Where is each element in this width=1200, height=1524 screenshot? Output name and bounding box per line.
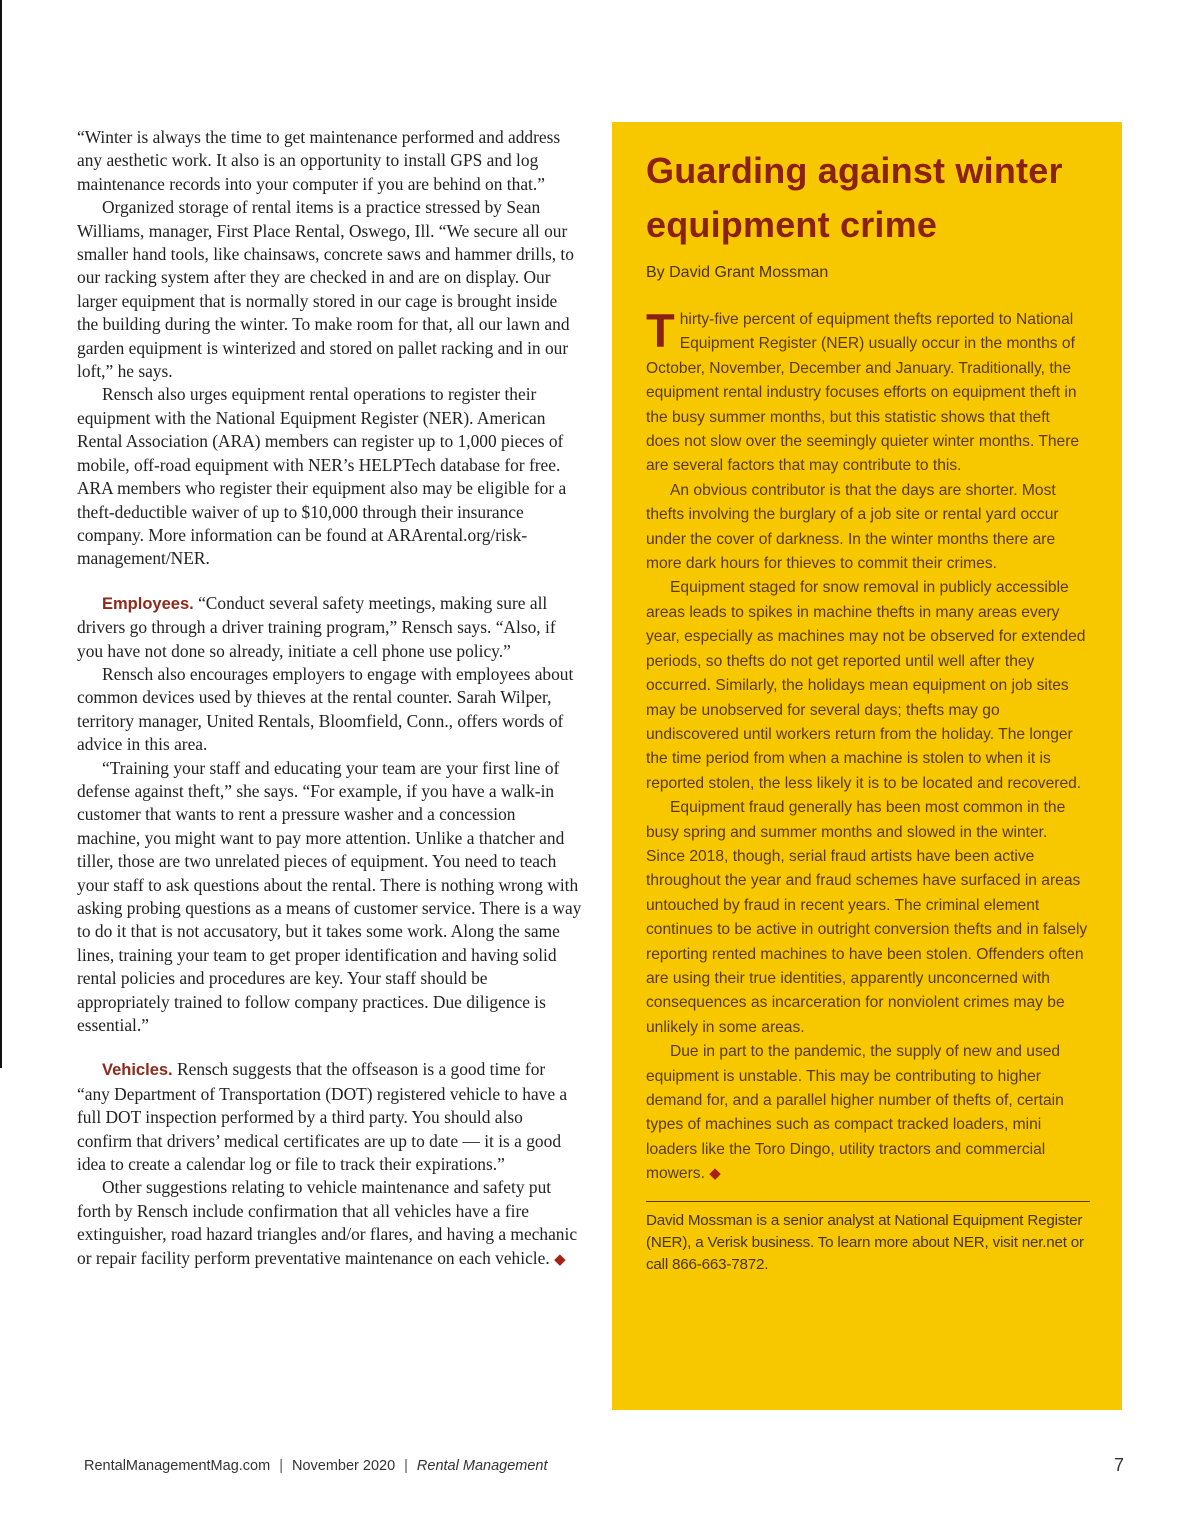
left-paragraph-2: Organized storage of rental items is a practice stressed by Sean Williams, manager, First Place Rental, Oswego, Ill. “We secure all our smaller hand tools, like chainsaws, concrete saws and hammer drills, to our racking system after they are checked in and are on display. Our larger equipment that is normally stored in our cage is brought inside the building during the winter. To make room for that, all our lawn and garden equipment is winterized and stored on pallet racking and in our loft,” he says. xyxy=(77,197,574,382)
left-paragraph-8 xyxy=(77,1176,582,1272)
bio-divider xyxy=(646,1201,1090,1202)
left-paragraph-employees xyxy=(77,592,582,663)
sidebar-box xyxy=(612,122,1122,1410)
sidebar-paragraph-1-text: hirty-five percent of equipment thefts reported to National Equipment Register (NER) usually occur in the months of October, November, December and January. Traditionally, the equipment rental industry focuses efforts on equipment theft in the busy summer months, but this statistic shows that theft does not slow over the seemingly quieter winter months. There are several factors that may contribute to this. xyxy=(646,311,1080,475)
sidebar-body xyxy=(646,304,1088,1187)
page-number: 7 xyxy=(1113,1455,1124,1475)
sidebar-paragraph-5-text: Due in part to the pandemic, the supply of new and used equipment is unstable. This may be contributing to higher demand for, and a parallel higher number of thefts of, certain types of machines such as compact tracked loaders, mini loaders like the Toro Dingo, utility tractors and commercial mowers. xyxy=(646,1043,1064,1183)
employees-subhead: Employees. xyxy=(102,594,194,613)
footer-site: RentalManagementMag.com xyxy=(84,1458,271,1474)
footer-date: November 2020 xyxy=(291,1458,396,1474)
page-footer xyxy=(84,1458,548,1474)
sidebar-paragraph-4: Equipment fraud generally has been most common in the busy spring and summer months and slowed in the winter. Since 2018, though, serial fraud artists have been active throughout the year and fraud schemes have surfaced in areas untouched by fraud in recent years. The criminal element continues to be active in outright conversion thefts and in falsely reporting rented machines to have been stolen. Offenders often are using their true identities, apparently unconcerned with consequences as incarceration for nonviolent crimes may be unlikely in some areas. xyxy=(646,799,1088,1036)
footer-magazine: Rental Management xyxy=(416,1458,548,1474)
sidebar-end-diamond-icon: ◆ xyxy=(709,1165,721,1183)
drop-cap: T xyxy=(646,304,675,357)
footer-separator: | xyxy=(404,1458,408,1474)
left-paragraph-5: Rensch also encourages employers to engage with employees about common devices used by thieves at the rental counter. Sarah Wilper, territory manager, United Rentals, Bloomfield, Conn., offers words of advice in this area. xyxy=(77,663,574,755)
sidebar-paragraph-1 xyxy=(646,304,1088,479)
sidebar-paragraph-3: Equipment staged for snow removal in publicly accessible areas leads to spikes in machine thefts in many areas every year, especially as machines may not be observed for extended periods, so thefts do not get reported until well after they occurred. Similarly, the holidays mean equipment on job sites may be unobserved for several days; thefts may go undiscovered until workers return from the holiday. The longer the time period from when a machine is stolen to when it is reported stolen, the less likely it is to be located and recovered. xyxy=(646,579,1086,792)
left-paragraph-1: “Winter is always the time to get maintenance performed and address any aesthetic work. It also is an opportunity to install GPS and log maintenance records into your computer if you are behind on that.” xyxy=(77,127,561,194)
article-left-column xyxy=(77,126,582,1272)
left-paragraph-8-text: Other suggestions relating to vehicle maintenance and safety put forth by Rensch include confirmation that all vehicles have a fire extinguisher, road hazard triangles and/or flares, and having a mechanic or repair facility perform preventative maintenance on each vehicle. xyxy=(77,1177,578,1268)
left-paragraph-3: Rensch also urges equipment rental operations to register their equipment with the National Equipment Register (NER). American Rental Association (ARA) members can register up to 1,000 pieces of mobile, off-road equipment with NER’s HELPTech database for free. ARA members who register their equipment also may be eligible for a theft-deductible waiver of up to $10,000 through their insurance company. More information can be found at ARArental.org/risk-management/NER. xyxy=(77,384,567,569)
left-paragraph-vehicles xyxy=(77,1058,582,1176)
sidebar-paragraph-5 xyxy=(646,1040,1088,1186)
sidebar-byline: By David Grant Mossman xyxy=(646,264,829,281)
page-edge-rule xyxy=(0,0,2,1068)
vehicles-subhead: Vehicles. xyxy=(102,1061,173,1080)
end-diamond-icon: ◆ xyxy=(554,1251,566,1268)
footer-separator: | xyxy=(279,1458,283,1474)
author-bio: David Mossman is a senior analyst at National Equipment Register (NER), a Verisk business. To learn more about NER, visit ner.net or call 866-663-7872. xyxy=(646,1211,1084,1273)
sidebar-paragraph-2: An obvious contributor is that the days are shorter. Most thefts involving the burglary of a job site or rental yard occur under the cover of darkness. In the winter months there are more dark hours for thieves to commit their crimes. xyxy=(646,481,1059,573)
left-paragraph-6: “Training your staff and educating your team are your first line of defense against theft,” she says. “For example, if you have a walk-in customer that wants to rent a pressure washer and a concession machine, you might want to pay more attention. Unlike a thatcher and tiller, those are two unrelated pieces of equipment. You need to teach your staff to ask questions about the rental. There is nothing wrong with asking probing questions as a means of customer service. There is a way to do it that is not accusatory, but it takes some work. Along the same lines, training your team to get proper identification and having solid rental policies and procedures are key. Your staff should be appropriately trained to follow company practices. Due diligence is essential.” xyxy=(77,757,582,1036)
vehicles-text: Rensch suggests that the offseason is a good time for “any Department of Transportation (DOT) registered vehicle to have a full DOT inspection performed by a third party. You should also confirm that drivers’ medical certificates are up to date — it is a good idea to create a calendar log or file to track their expirations.” xyxy=(77,1059,568,1175)
employees-text: “Conduct several safety meetings, making sure all drivers go through a driver training program,” Rensch says. “Also, if you have not done so already, initiate a cell phone use policy.” xyxy=(77,592,556,661)
sidebar-title: Guarding against winter equipment crime xyxy=(646,150,1063,245)
